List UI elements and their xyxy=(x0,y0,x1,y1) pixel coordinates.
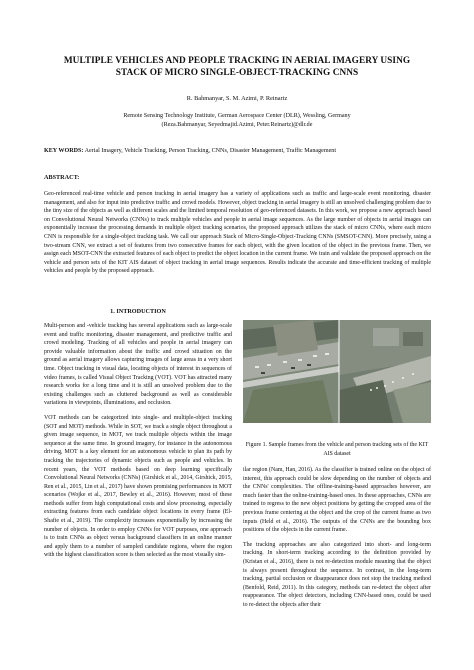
affiliation xyxy=(40,112,434,129)
aerial-frame-people xyxy=(339,320,431,423)
aerial-frame-vehicles xyxy=(243,320,339,423)
right-paragraph-1: ilar region (Nam, Han, 2016). As the classifier is trained online on the object of interest, this approach could be slow depending on the number of objects and the CNNs' complexities. The offline-training-based approaches however, are much faster than the online-training-based ones. In these approaches, CNNs are trained to regress to the new object positions by getting the cropped area of the previous frame centering at the object and the crop of the current frame as two inputs (Held et al., 2016). The outputs of the CNNs are the bounding box positions of the objects in the current frame. xyxy=(243,467,431,534)
paper-title xyxy=(40,55,434,79)
intro-paragraph-1: Multi-person and -vehicle tracking has several applications such as large-scale event and traffic monitoring, disaster management, and predictive traffic and crowd modeling. Tracking of all vehicles and people in aerial imagery can provide valuable information about the traffic and crowd situation on the ground as aerial imagery allows capturing images of large areas in a very short time. Object tracking in visual data, locating objects of interest in sequences of video frames, is called Visual Object Tracking (VOT). VOT has attracted many research works for a long time and it is still an unsolved problem due to the existing challenges such as cluttered background as well as considerable variations in viewpoints, illuminations, and occlusion. xyxy=(44,323,232,407)
right-column xyxy=(243,466,431,616)
affiliation-emails: (Reza.Bahmanyar, Seyedmajid.Azimi, Peter.Reinartz)@dlr.de xyxy=(161,121,313,128)
title-line-2: STACK OF MICRO SINGLE-OBJECT-TRACKING CNNS xyxy=(115,68,359,78)
right-paragraph-2: The tracking approaches are also categorized into short- and long-term tracking. In short-term tracking according to the definition provided by (Kristan et al., 2016), there is not re-detection module meaning that the object is always present throughout the sequence. In contrast, in the long-term tracking, partial occlusion or disappearance does not stop the tracking method (Benfold, Reid, 2011). In this category, methods can re-detect the object after reappearance. The object detectors, including CNN-based ones, could be used to re-detect the objects after their xyxy=(243,541,431,608)
left-column xyxy=(44,308,232,566)
keywords-text: Aerial Imagery, Vehicle Tracking, Person Tracking, CNNs, Disaster Management, Traffic Management xyxy=(84,148,337,154)
authors: R. Bahmanyar, S. M. Azimi, P. Reinartz xyxy=(186,95,288,102)
abstract-text: Geo-referenced real-time vehicle and person tracking in aerial imagery has a variety of applications such as traffic and large-scale event monitoring, disaster management, and also for input into predictive traffic and crowd models. However, object tracking in aerial imagery is still an unsolved challenging problem due to the tiny size of the objects as well as different scales and the limited temporal resolution of geo-referenced datasets. In this work, we propose a new approach based on Convolutional Neural Networks (CNNs) to track multiple vehicles and people in aerial image sequences. As the large number of objects in aerial images can exponentially increase the processing demands in multiple object tracking scenarios, the proposed approach utilizes the stack of micro CNNs, where each micro CNN is responsible for a single-object tracking task. We call our approach Stack of Micro-Single-Object-Tracking CNNs (SMSOT-CNN). More precisely, using a two-stream CNN, we extract a set of features from two consecutive frames for each object, with the given location of the object in the previous frame. Then, we assign each MSOT-CNN the extracted features of each object to predict the object location in the current frame. We train and validate the proposed approach on the vehicle and person sets of the KIT AIS dataset of object tracking in aerial image sequences. Results indicate the accurate and time-efficient tracking of multiple vehicles and people by the proposed approach. xyxy=(44,191,431,275)
title-line-1: MULTIPLE VEHICLES AND PEOPLE TRACKING IN AERIAL IMAGERY USING xyxy=(63,56,411,66)
figure-1-caption: Figure 1. Sample frames from the vehicle and person tracking sets of the KIT AIS dataset xyxy=(245,442,429,457)
keywords xyxy=(44,147,434,156)
abstract-heading: ABSTRACT: xyxy=(44,174,80,181)
section-heading-introduction: 1. INTRODUCTION xyxy=(110,308,166,315)
keywords-label: KEY WORDS: xyxy=(44,148,84,154)
intro-paragraph-2: VOT methods can be categorized into single- and multiple-object tracking (SOT and MOT) methods. While in SOT, we track a single object throughout a given image sequence, in MOT, we track multiple objects within the image sequence at the same time. In ground imagery, for instance in the autonomous driving, MOT is a key element for an autonomous vehicle to plan its path by tracking the trajectories of dynamic objects such as people and vehicles. In recent years, the VOT methods based on deep learning specifically Convolutional Neural Networks (CNNs) (Girshick et al., 2014, Girshick, 2015, Ren et al., 2015, Lin et al., 2017) have shown promising performances in MOT scenarios (Wojke et al., 2017, Bewley et al., 2016). However, most of these methods suffer from high computational costs and slow processing, especially extracting features from each candidate object locations in every frame (El-Shafie et al., 2019). The complexity increases exponentially by increasing the number of objects. In order to employ CNNs for VOT purposes, one approach is to train CNNs as object versus background classifiers in an online manner and apply them to a number of sampled candidate regions, where the region with the highest classification score is then selected as the most visually sim- xyxy=(44,414,232,559)
affiliation-institute: Remote Sensing Technology Institute, German Aerospace Center (DLR), Wessling, Germany xyxy=(123,113,351,119)
aerial-image-collage xyxy=(243,320,431,423)
figure-1-aerial-images xyxy=(243,320,431,423)
